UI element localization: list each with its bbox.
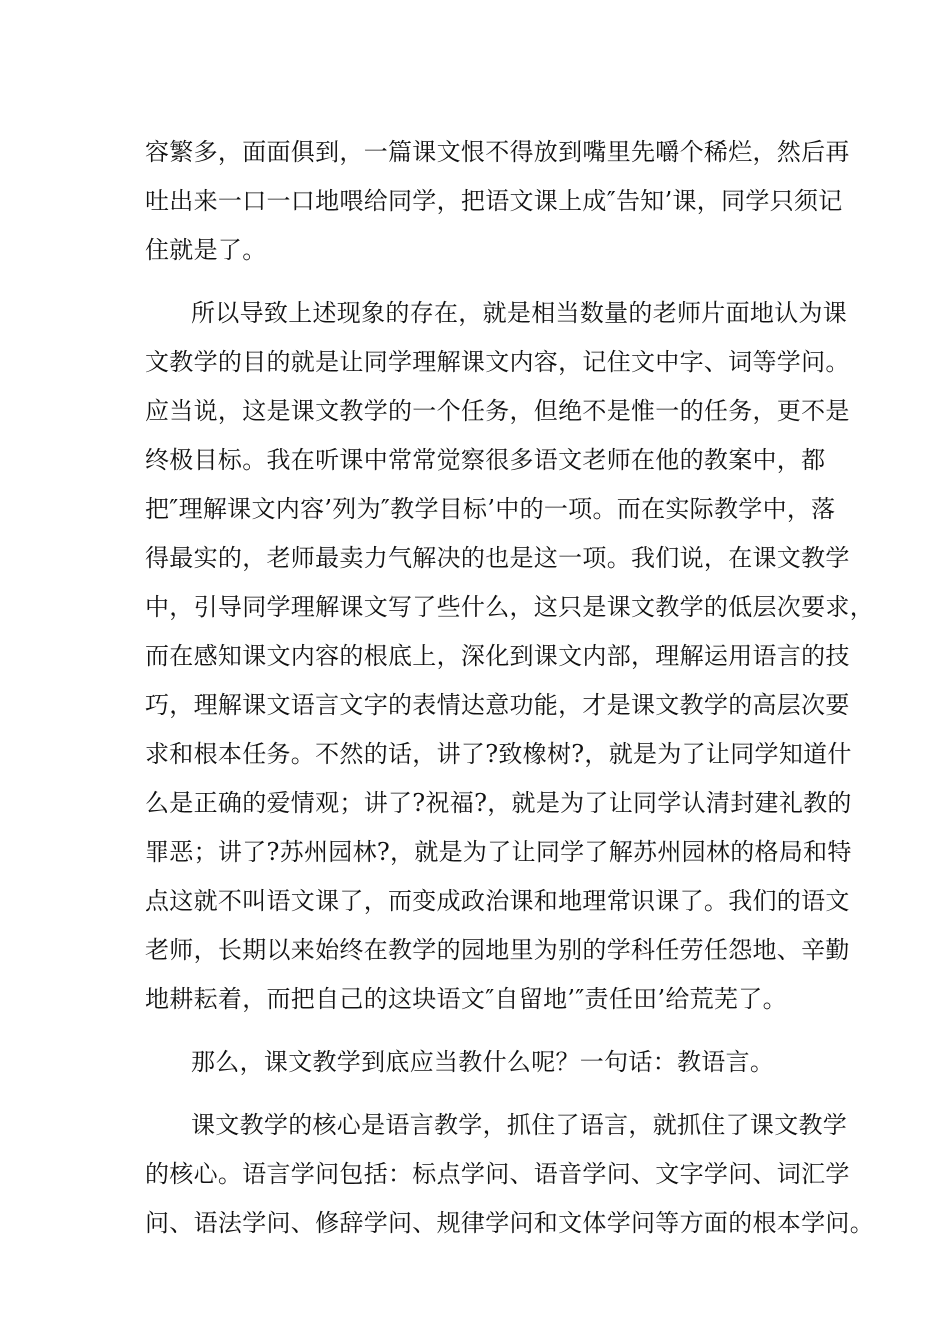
text-line: 应当说，这是课文教学的一个任务，但绝不是惟一的任务，更不是 xyxy=(145,397,850,425)
text-line: 那么，课文教学到底应当教什么呢？一句话：教语言。 xyxy=(191,1048,775,1076)
text-line: 么是正确的爱情观；讲了?祝福?，就是为了让同学认清封建礼教的 xyxy=(145,789,852,817)
paragraph-1 xyxy=(145,128,850,275)
body-text xyxy=(145,128,874,1248)
text-line: 的核心。语言学问包括：标点学问、语音学问、文字学问、词汇学 xyxy=(145,1160,850,1188)
text-line: 课文教学的核心是语言教学，抓住了语言，就抓住了课文教学 xyxy=(191,1111,848,1139)
text-line: 中，引导同学理解课文写了些什么，这只是课文教学的低层次要求， xyxy=(145,593,874,621)
text-line: 住就是了。 xyxy=(145,236,267,264)
text-line: 把″理解课文内容’列为″教学目标’中的一项。而在实际教学中，落 xyxy=(145,495,836,523)
text-line: 求和根本任务。不然的话，讲了?致橡树?，就是为了让同学知道什 xyxy=(145,740,852,768)
text-line: 所以导致上述现象的存在，就是相当数量的老师片面地认为课 xyxy=(191,299,848,327)
paragraph-2 xyxy=(145,289,874,1024)
text-line: 巧，理解课文语言文字的表情达意功能，才是课文教学的高层次要 xyxy=(145,691,850,719)
text-line: 点这就不叫语文课了，而变成政治课和地理常识课了。我们的语文 xyxy=(145,887,850,915)
paragraph-4 xyxy=(145,1101,874,1248)
text-line: 问、语法学问、修辞学问、规律学问和文体学问等方面的根本学问。 xyxy=(145,1209,874,1237)
text-line: 吐出来一口一口地喂给同学，把语文课上成″告知’课，同学只须记 xyxy=(145,187,843,215)
text-line: 而在感知课文内容的根底上，深化到课文内部，理解运用语言的技 xyxy=(145,642,850,670)
paragraph-3 xyxy=(145,1038,825,1087)
text-line: 文教学的目的就是让同学理解课文内容，记住文中字、词等学问。 xyxy=(145,348,850,376)
text-line: 终极目标。我在听课中常常觉察很多语文老师在他的教案中，都 xyxy=(145,446,826,474)
text-line: 地耕耘着，而把自己的这块语文″自留地’″责任田’给荒芜了。 xyxy=(145,985,787,1013)
text-line: 罪恶；讲了?苏州园林?，就是为了让同学了解苏州园林的格局和特 xyxy=(145,838,852,866)
text-line: 老师，长期以来始终在教学的园地里为别的学科任劳任怨地、辛勤 xyxy=(145,936,850,964)
text-line: 得最实的，老师最卖力气解决的也是这一项。我们说，在课文教学 xyxy=(145,544,850,572)
text-line: 容繁多，面面俱到，一篇课文恨不得放到嘴里先嚼个稀烂，然后再 xyxy=(145,138,850,166)
